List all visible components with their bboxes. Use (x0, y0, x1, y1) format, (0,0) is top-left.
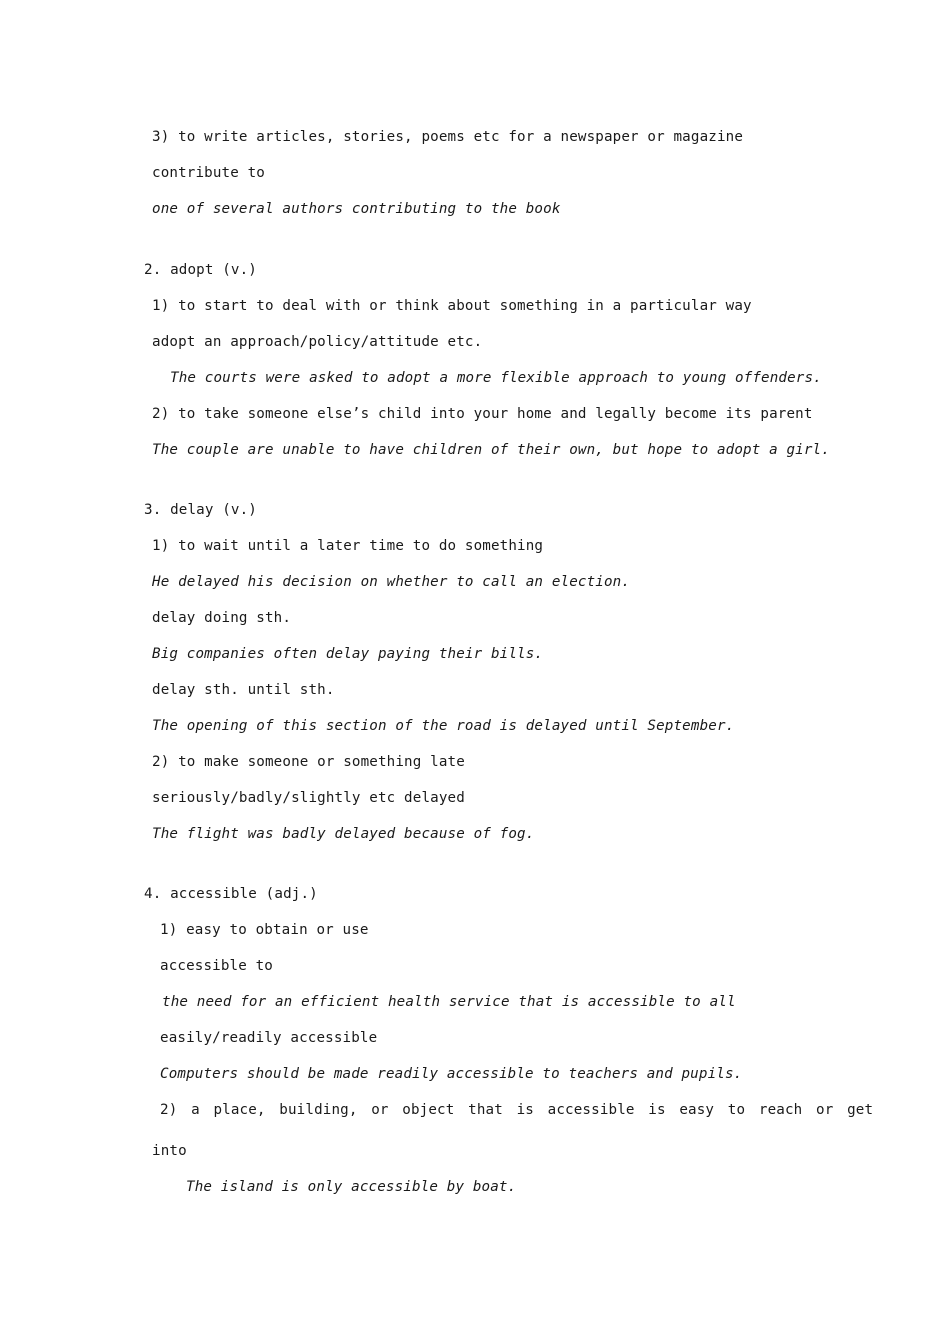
delay-example-4: The flight was badly delayed because of fog. (152, 826, 535, 842)
delay-pattern-3: seriously/badly/slightly etc delayed (152, 790, 465, 806)
delay-pattern-1: delay doing sth. (152, 610, 292, 626)
accessible-example-3: The island is only accessible by boat. (186, 1179, 517, 1195)
accessible-sense-2: 2) a place, building, or object that is accessible is easy to reach or get (160, 1102, 874, 1118)
adopt-sense-1: 1) to start to deal with or think about something in a particular way (152, 298, 752, 314)
entry-heading-accessible: 4. accessible (adj.) (144, 886, 318, 902)
accessible-sense-2-continued: into (152, 1143, 187, 1159)
pattern-contribute-to: contribute to (152, 165, 265, 181)
delay-sense-2: 2) to make someone or something late (152, 754, 465, 770)
example-contributing: one of several authors contributing to the book (152, 201, 561, 217)
adopt-example-1: The courts were asked to adopt a more flexible approach to young offenders. (170, 370, 822, 386)
delay-example-3: The opening of this section of the road is delayed until September. (152, 718, 735, 734)
entry-heading-delay: 3. delay (v.) (144, 502, 257, 518)
entry-heading-adopt: 2. adopt (v.) (144, 262, 257, 278)
accessible-pattern-1: accessible to (160, 958, 273, 974)
delay-example-1: He delayed his decision on whether to call an election. (152, 574, 631, 590)
accessible-pattern-2: easily/readily accessible (160, 1030, 378, 1046)
accessible-example-1: the need for an efficient health service that is accessible to all (162, 994, 736, 1010)
delay-example-2: Big companies often delay paying their bills. (152, 646, 544, 662)
sense-3-contribute: 3) to write articles, stories, poems etc for a newspaper or magazine (152, 129, 744, 145)
accessible-sense-1: 1) easy to obtain or use (160, 922, 369, 938)
accessible-example-2: Computers should be made readily accessible to teachers and pupils. (160, 1066, 743, 1082)
adopt-example-2: The couple are unable to have children of their own, but hope to adopt a girl. (152, 442, 830, 458)
adopt-pattern-1: adopt an approach/policy/attitude etc. (152, 334, 483, 350)
adopt-sense-2: 2) to take someone else’s child into your home and legally become its parent (152, 406, 813, 422)
delay-sense-1: 1) to wait until a later time to do something (152, 538, 544, 554)
delay-pattern-2: delay sth. until sth. (152, 682, 335, 698)
